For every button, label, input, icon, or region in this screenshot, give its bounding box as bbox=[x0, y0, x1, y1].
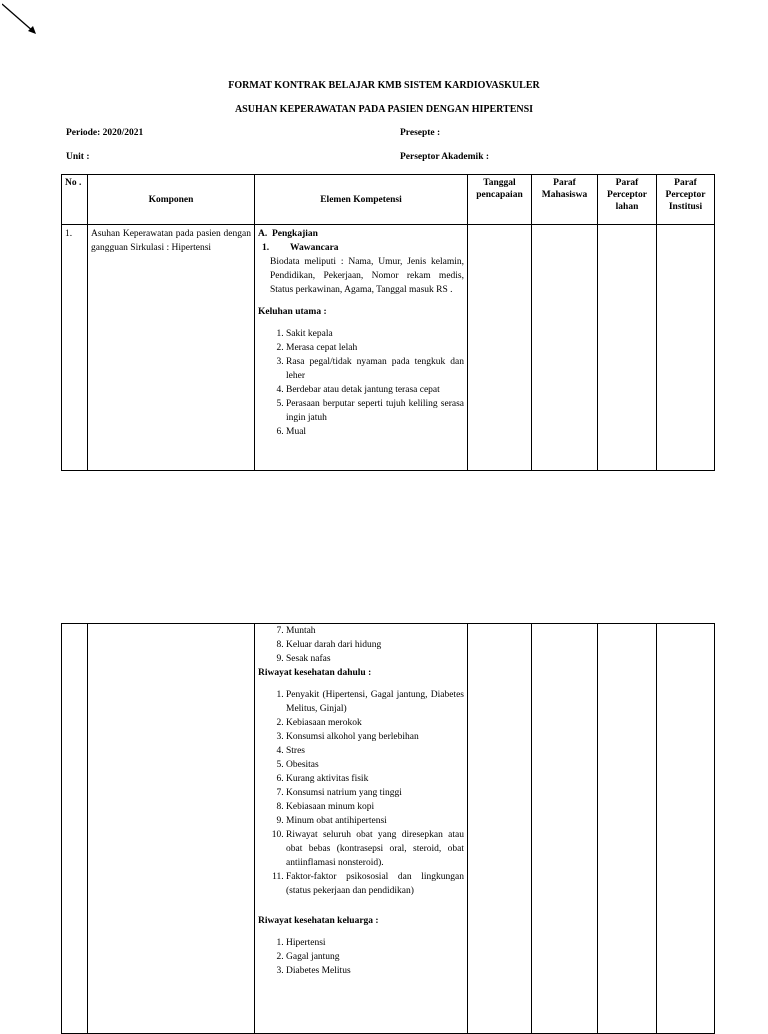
riwayat-dahulu-item: 6. Kurang aktivitas fisik bbox=[286, 772, 464, 786]
paraf-institusi-cell-cont bbox=[657, 624, 715, 1034]
header-paraf-mahasiswa: Paraf Mahasiswa bbox=[532, 175, 598, 225]
riwayat-dahulu-item: 2. Kebiasaan merokok bbox=[286, 716, 464, 730]
tanggal-cell bbox=[468, 225, 532, 471]
riwayat-dahulu-item: 4. Stres bbox=[286, 744, 464, 758]
paraf-lahan-cell-cont bbox=[598, 624, 657, 1034]
keluhan-utama-title: Keluhan utama : bbox=[258, 307, 327, 317]
riwayat-dahulu-item: 10. Riwayat seluruh obat yang diresepkan atau obat bebas (kontrasepsi oral, steroid, obat antiinflamasi nonsteroid). bbox=[286, 828, 464, 870]
section-pengkajian: A. Pengkajian bbox=[258, 229, 318, 239]
competency-table-page1 bbox=[61, 174, 715, 471]
unit-label: Unit : bbox=[66, 152, 90, 162]
riwayat-dahulu-item: 1. Penyakit (Hipertensi, Gagal jantung, Diabetes Melitus, Ginjal) bbox=[286, 688, 464, 716]
paraf-mahasiswa-cell bbox=[532, 225, 598, 471]
arrow-icon bbox=[2, 2, 42, 38]
elemen-cell-cont bbox=[255, 624, 468, 1034]
elemen-cell bbox=[255, 225, 468, 471]
riwayat-dahulu-item: 9. Minum obat antihipertensi bbox=[286, 814, 464, 828]
keluhan-item: 8. Keluar darah dari hidung bbox=[286, 638, 464, 652]
komponen-cell: Asuhan Keperawatan pada pasien dengan gangguan Sirkulasi : Hipertensi bbox=[88, 225, 255, 471]
riwayat-dahulu-item: 3. Konsumsi alkohol yang berlebihan bbox=[286, 730, 464, 744]
header-komponen: Komponen bbox=[88, 175, 255, 225]
header-no: No . bbox=[62, 175, 88, 225]
subsection-wawancara: 1. Wawancara bbox=[262, 243, 339, 253]
keluhan-item: 6. Mual bbox=[286, 425, 464, 439]
competency-table-page2 bbox=[61, 623, 715, 1034]
header-elemen: Elemen Kompetensi bbox=[255, 175, 468, 225]
document-title: FORMAT KONTRAK BELAJAR KMB SISTEM KARDIOVASKULER bbox=[228, 80, 540, 91]
header-paraf-lahan: Paraf Perceptor lahan bbox=[598, 175, 657, 225]
riwayat-dahulu-item: 5. Obesitas bbox=[286, 758, 464, 772]
komponen-cell-cont bbox=[88, 624, 255, 1034]
riwayat-dahulu-item: 7. Konsumsi natrium yang tinggi bbox=[286, 786, 464, 800]
riwayat-dahulu-list bbox=[258, 688, 464, 898]
keluhan-item: 4. Berdebar atau detak jantung terasa cepat bbox=[286, 383, 464, 397]
riwayat-keluarga-title: Riwayat kesehatan keluarga : bbox=[258, 916, 379, 926]
keluhan-utama-list-cont bbox=[258, 624, 464, 666]
riwayat-dahulu-item: 8. Kebiasaan minum kopi bbox=[286, 800, 464, 814]
perseptor-akademik-label: Perseptor Akademik : bbox=[400, 152, 490, 162]
header-paraf-institusi: Paraf Perceptor Institusi bbox=[657, 175, 715, 225]
biodata-text: Biodata meliputi : Nama, Umur, Jenis kelamin, Pendidikan, Pekerjaan, Nomor rekam medis, Status perkawinan, Agama, Tanggal masuk RS . bbox=[270, 257, 464, 295]
keluhan-item: 3. Rasa pegal/tidak nyaman pada tengkuk dan leher bbox=[286, 355, 464, 383]
riwayat-keluarga-item: 1. Hipertensi bbox=[286, 936, 464, 950]
keluhan-item: 7. Muntah bbox=[286, 624, 464, 638]
keluhan-item: 5. Perasaan berputar seperti tujuh keliling serasa ingin jatuh bbox=[286, 397, 464, 425]
riwayat-keluarga-item: 2. Gagal jantung bbox=[286, 950, 464, 964]
keluhan-item: 1. Sakit kepala bbox=[286, 327, 464, 341]
keluhan-utama-list bbox=[258, 327, 464, 439]
keluhan-item: 9. Sesak nafas bbox=[286, 652, 464, 666]
riwayat-dahulu-title: Riwayat kesehatan dahulu : bbox=[258, 668, 372, 678]
riwayat-keluarga-list bbox=[258, 936, 464, 978]
row-number-cont bbox=[62, 624, 88, 1034]
keluhan-item: 2. Merasa cepat lelah bbox=[286, 341, 464, 355]
periode-label: Periode: 2020/2021 bbox=[66, 128, 144, 138]
presepte-label: Presepte : bbox=[400, 128, 441, 138]
riwayat-keluarga-item: 3. Diabetes Melitus bbox=[286, 964, 464, 978]
paraf-mahasiswa-cell-cont bbox=[532, 624, 598, 1034]
document-subtitle: ASUHAN KEPERAWATAN PADA PASIEN DENGAN HIPERTENSI bbox=[234, 104, 534, 115]
tanggal-cell-cont bbox=[468, 624, 532, 1034]
paraf-institusi-cell bbox=[657, 225, 715, 471]
header-tanggal: Tanggal pencapaian bbox=[468, 175, 532, 225]
riwayat-dahulu-item: 11. Faktor-faktor psikososial dan lingkungan (status pekerjaan dan pendidikan) bbox=[286, 870, 464, 898]
row-number: 1. bbox=[62, 225, 88, 471]
paraf-lahan-cell bbox=[598, 225, 657, 471]
